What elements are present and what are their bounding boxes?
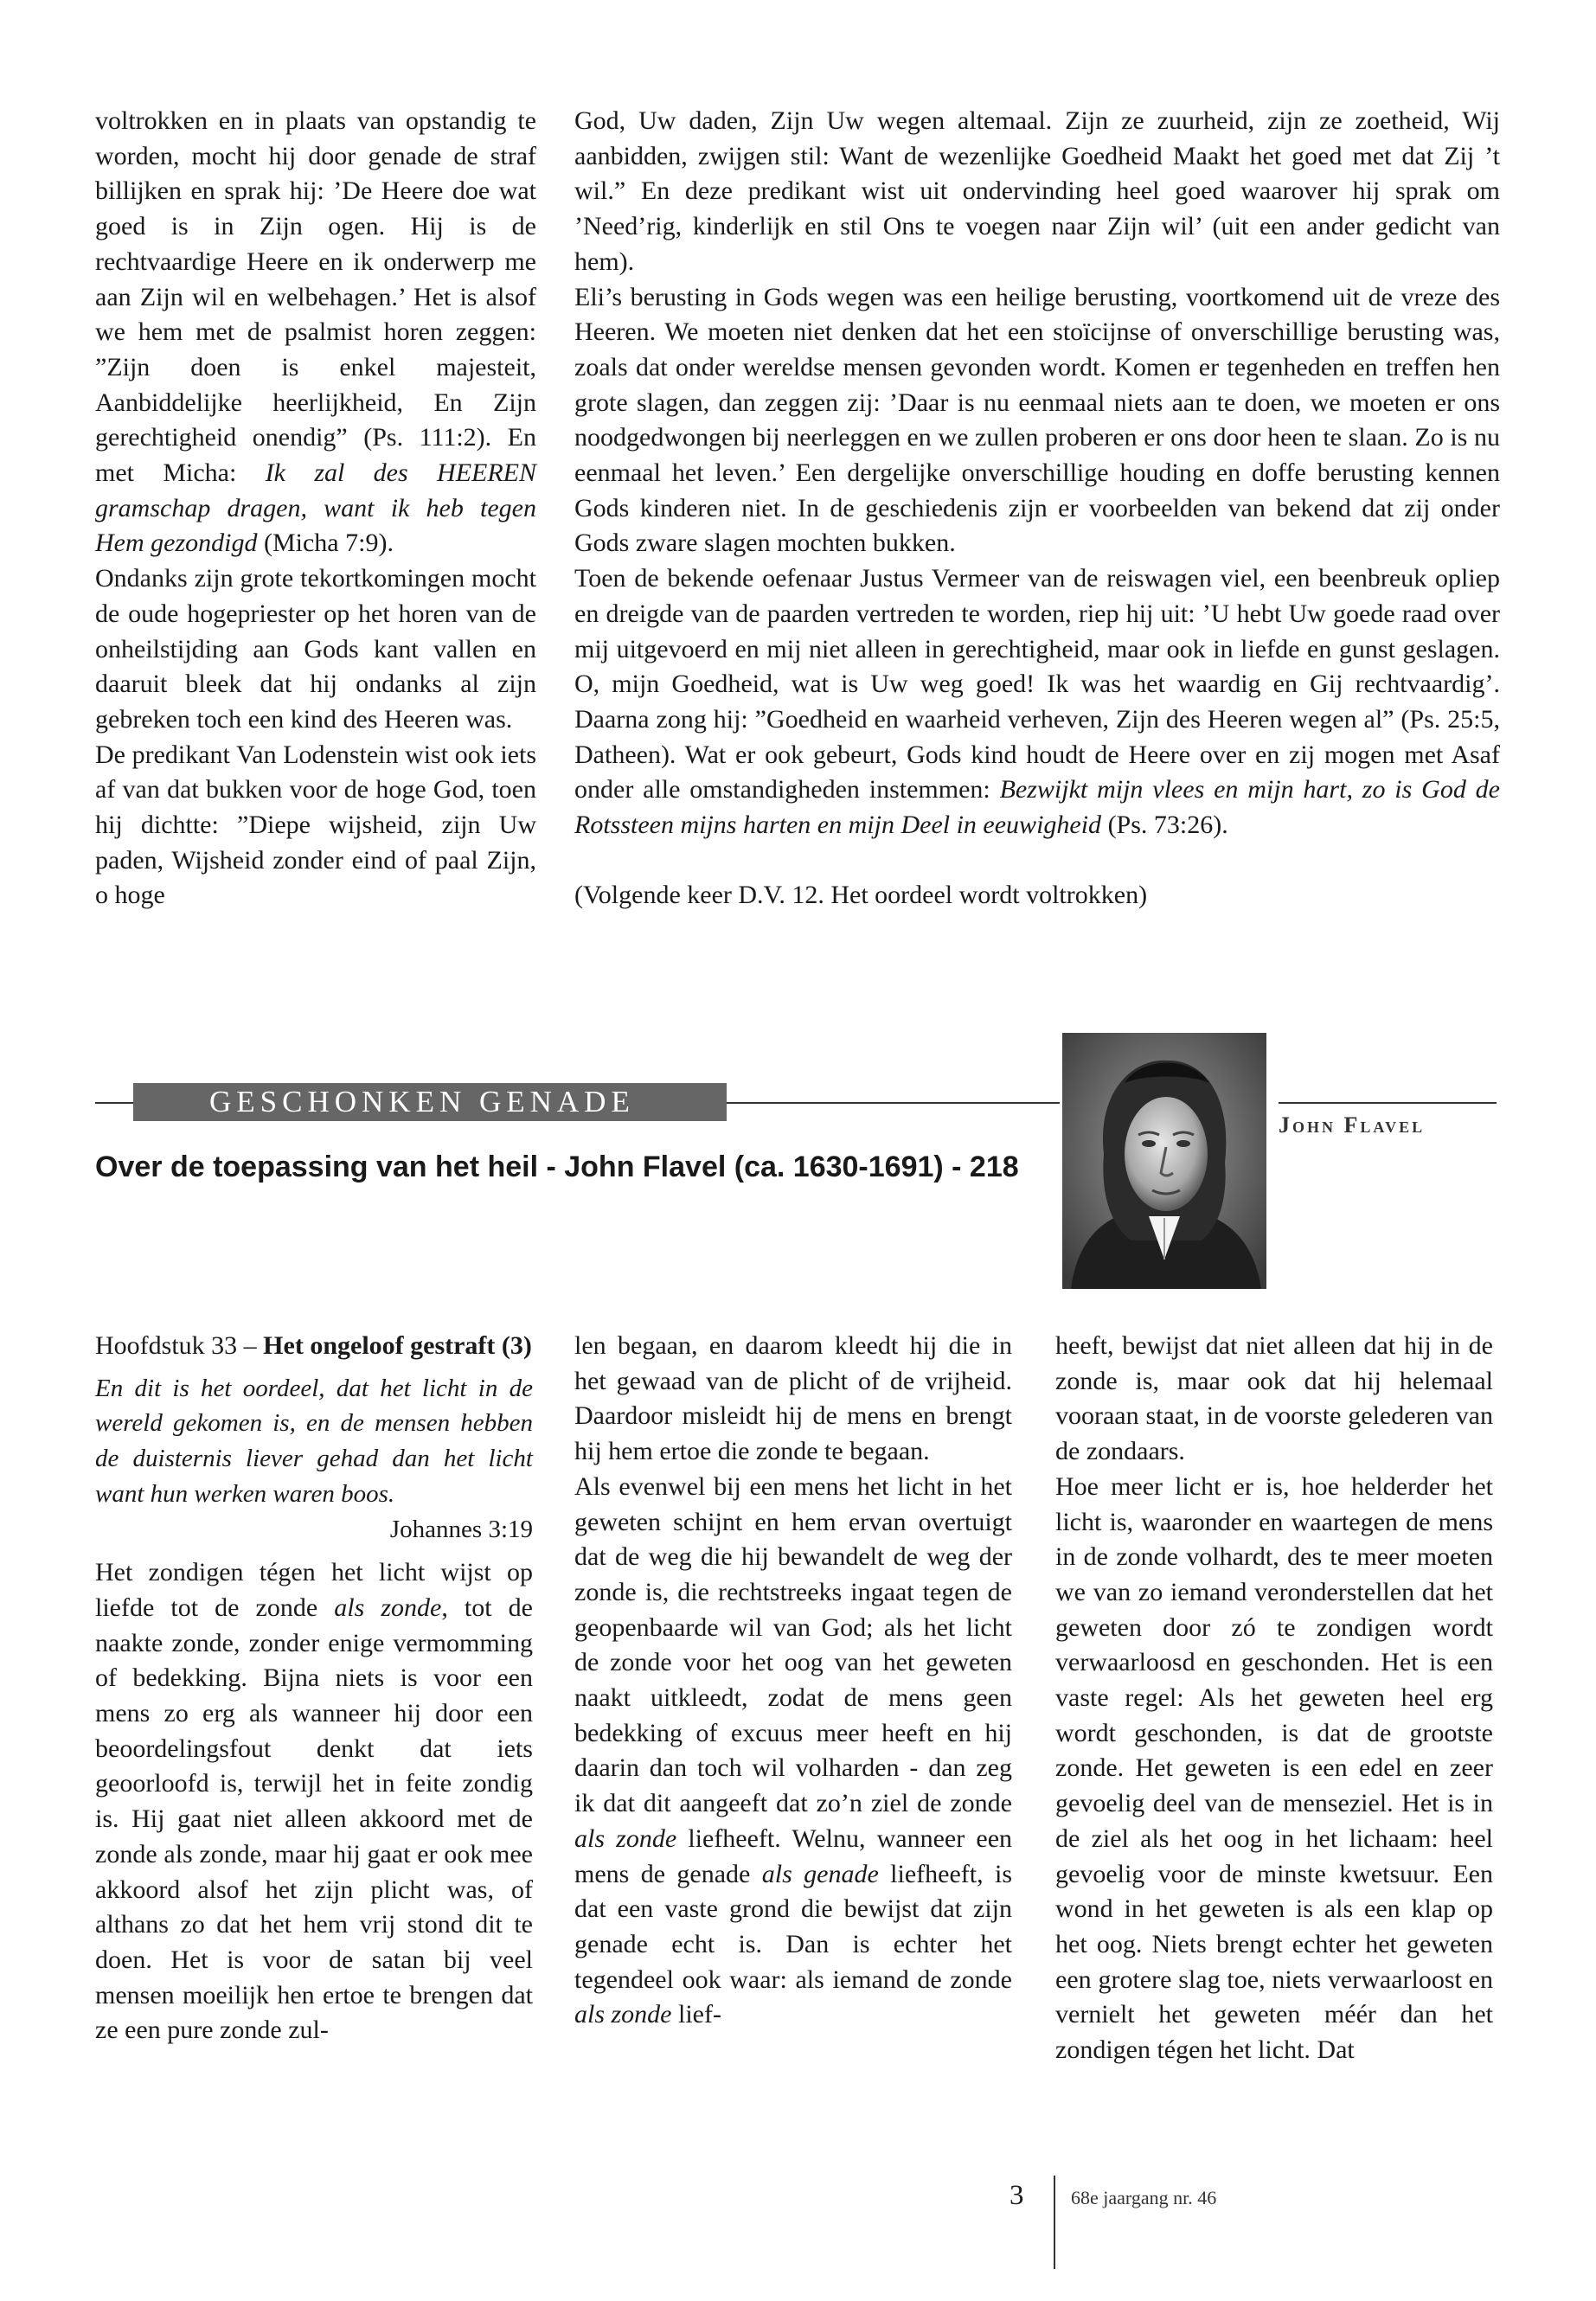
italic-text: als genade xyxy=(761,1859,879,1888)
bible-reference: Johannes 3:19 xyxy=(389,1515,533,1543)
text: (Micha 7:9). xyxy=(257,529,394,558)
text: Als evenwel bij een mens het licht in het geweten schijnt en hem ervan overtuigt dat de weg die hij bewandelt de weg der zonde is, die rechtstreeks ingaat tegen de geopenbaarde wil van God; als het licht de zonde voor het oog van het geweten naakt uitkleedt, zodat de mens geen bedekking of excuus meer heeft en hij daarin dan toch wil volharden - dan zeg ik dat dit aangeeft dat zo’n ziel de zonde xyxy=(574,1471,1012,1818)
author-name: John Flavel xyxy=(1279,1112,1426,1138)
paragraph: heeft, bewijst dat niet alleen dat hij in de zonde is, maar ook dat hij helemaal vooraan staat, in de voorste gelederen van de zondaars. xyxy=(1055,1331,1493,1466)
paragraph xyxy=(95,104,536,561)
portrait-image xyxy=(1062,1033,1266,1289)
paragraph xyxy=(574,1470,1012,2033)
text: liefheeft, is dat een vaste grond die bewijst dat zijn genade echt is. Dan is echter het tegendeel ook waar: als iemand de zonde xyxy=(574,1859,1012,1994)
italic-text: als zonde xyxy=(574,2000,672,2029)
italic-text: als zonde xyxy=(334,1593,442,1622)
article-title: Over de toepassing van het heil - John Flavel (ca. 1630-1691) - 218 xyxy=(95,1150,1019,1183)
bible-quote: En dit is het oordeel, dat het licht in de wereld gekomen is, en de mensen hebben de duisternis liever gehad dan het licht want hun werken waren boos. xyxy=(95,1374,533,1508)
footer-divider xyxy=(1054,2176,1055,2269)
paragraph: De predikant Van Lodenstein wist ook iets af van dat bukken voor de hoge God, toen hij dichtte: ”Diepe wijsheid, zijn Uw paden, Wijsheid zonder eind of paal Zijn, o hoge xyxy=(95,740,536,910)
paragraph: Eli’s berusting in Gods wegen was een heilige berusting, voortkomend uit de vreze des Heeren. We moeten niet denken dat het een stoïcijnse of onverschillige berusting was, zoals dat onder wereldse mensen gevonden wordt. Komen er tegenheden en treffen hen grote slagen, dan zeggen zij: ’Daar is nu eenmaal niets aan te doen, we moeten er ons noodgedwongen bij neerleggen en we zullen proberen er ons door heen te slaan. Zo is nu eenmaal het leven.’ Een dergelijke onverschillige houding en doffe berusting kennen Gods kinderen niet. In de geschiedenis zijn er voorbeelden van bekend dat zij onder Gods zware slagen mochten bukken. xyxy=(574,282,1500,558)
paragraph: God, Uw daden, Zijn Uw wegen altemaal. Zijn ze zuurheid, zijn ze zoetheid, Wij aanbidden, zwijgen stil: Want de wezenlijke Goedheid Maakt het goed met dat Zij ’t wil.” En deze predikant wist uit ondervinding heel goed waarover hij sprak om ’Need’rig, kinderlijk en stil Ons te voegen naar Zijn wil’ (uit een ander gedicht van hem). xyxy=(574,106,1500,276)
italic-text: Ik zal des HEEREN gramschap dragen, want ik heb tegen Hem gezondigd xyxy=(95,458,537,558)
next-installment-note: (Volgende keer D.V. 12. Het oordeel wordt voltrokken) xyxy=(574,880,1148,909)
section-rule-right xyxy=(1279,1102,1497,1104)
section-banner: GESCHONKEN GENADE xyxy=(133,1083,727,1121)
text: (Ps. 73:26). xyxy=(1101,811,1228,840)
chapter-heading xyxy=(95,1329,533,1364)
text: Hoofdstuk 33 – xyxy=(95,1331,264,1360)
bottom-column-2 xyxy=(574,1329,1012,2033)
bottom-column-1 xyxy=(95,1329,533,2048)
text: , tot de naakte zonde, zonder enige vermomming of bedekking. Bijna niets is voor een mens zo erg als wanneer hij door een beoordelingsfout denkt dat iets geoorloofd is, terwijl het in feite zondig is. Hij gaat niet alleen akkoord met de zonde als zonde, maar hij gaat er ook mee akkoord alsof het zijn plicht was, of althans zo dat het hem vrij stond dit te doen. Het is voor de satan bij veel mensen moeilijk hen ertoe te brengen dat ze een pure zonde zul- xyxy=(95,1593,533,2045)
top-left-column xyxy=(95,104,536,913)
text: Toen de bekende oefenaar Justus Vermeer van de reiswagen viel, een beenbreuk opliep en dreigde van de paarden vertreden te worden, riep hij uit: ’U hebt Uw goede raad over mij uitgevoerd en mij niet alleen in gerechtigheid, maar ook in liefde en gunst geslagen. O, mijn Goedheid, wat is Uw weg goed! Ik was het waardig en Gij rechtvaardig’. Daarna zong hij: ”Goedheid en waarheid verheven, Zijn des Heeren wegen al” (Ps. 25:5, Datheen). Wat er ook gebeurt, Gods kind houdt de Heere over en zij mogen met Asaf onder alle omstandigheden instemmen: xyxy=(574,564,1500,804)
bottom-column-3 xyxy=(1055,1329,1493,2068)
text: voltrokken en in plaats van opstandig te worden, mocht hij door genade de straf billijken en sprak hij: ’De Heere doe wat goed is in Zijn ogen. Hij is de rechtvaardige Heere en ik onderwerp me aan Zijn wil en welbehagen.’ Het is alsof we hem met de psalmist horen zeggen: ”Zijn doen is enkel majesteit, Aanbiddelijke heerlijkheid, En Zijn gerechtigheid onendig” (Ps. 111:2). En met Micha: xyxy=(95,106,536,488)
italic-text: Bezwijkt mijn vlees en mijn hart, zo is God de Rotssteen mijns harten en mijn Deel in eeuwigheid xyxy=(574,775,1500,840)
paragraph xyxy=(574,561,1500,843)
volume-info: 68e jaargang nr. 46 xyxy=(1071,2187,1217,2208)
paragraph xyxy=(95,1555,533,2048)
paragraph: Hoe meer licht er is, hoe helderder het licht is, waaronder en waartegen de mens in de zonde volhardt, des te meer moeten we van zo iemand veronderstellen dat het geweten door zó te zondigen wordt verwaarloosd en geschonden. Het is een vaste regel: Als het geweten heel erg wordt geschonden, is dat de grootste zonde. Het geweten is een edel en zeer gevoelig deel van de menseziel. Het is in de ziel als het oog in het lichaam: heel gevoelig voor de minste kwetsuur. Een wond in het geweten is als een klap op het oog. Niets brengt echter het geweten een grotere slag toe, niets verwaarloost en vernielt het geweten méér dan het zondigen tégen het licht. Dat xyxy=(1055,1471,1493,2065)
paragraph: Ondanks zijn grote tekortkomingen mocht de oude hogepriester op het horen van de onheilstijding aan Gods kant vallen en daaruit bleek dat hij ondanks al zijn gebreken toch een kind des Heeren was. xyxy=(95,564,536,734)
text: lief- xyxy=(671,2000,721,2029)
page-number: 3 xyxy=(1010,2180,1024,2211)
top-right-column xyxy=(574,104,1500,913)
chapter-title: Het ongeloof gestraft (3) xyxy=(263,1331,532,1360)
text: liefheeft. Welnu, wanneer een mens de genade xyxy=(574,1823,1013,1888)
paragraph: len begaan, en daarom kleedt hij die in het gewaad van de plicht of de vrijheid. Daardoor misleidt hij de mens en brengt hij hem ertoe die zonde te begaan. xyxy=(574,1331,1012,1466)
italic-text: als zonde xyxy=(574,1823,677,1853)
text: Het zondigen tégen het licht wijst op liefde tot de zonde xyxy=(95,1558,533,1622)
